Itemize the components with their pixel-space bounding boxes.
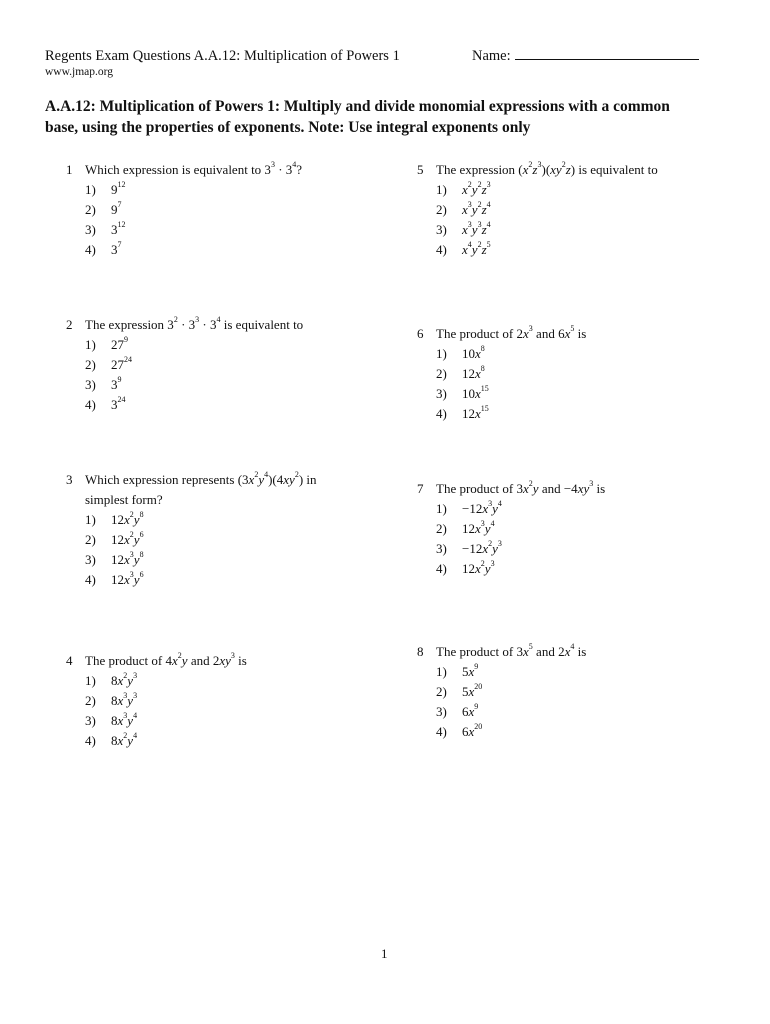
answer-option-1: 1) $x^2y^2z^3$ bbox=[436, 179, 491, 197]
topic-title-line-2: base, using the properties of exponents. Note: Use integral exponents only bbox=[45, 119, 531, 136]
question-number: 7 bbox=[417, 481, 424, 496]
answer-option-3: 3) $8x^3y^4$ bbox=[85, 710, 138, 728]
question-number: 2 bbox=[66, 317, 73, 332]
topic-title-line-1: A.A.12: Multiplication of Powers 1: Multiply and divide monomial expressions with a common bbox=[45, 98, 670, 115]
answer-option-4: 4) $6x^{20}$ bbox=[436, 721, 483, 739]
question-8 bbox=[417, 642, 586, 742]
answer-option-3: 3) $3^{12}$ bbox=[85, 219, 126, 237]
answer-option-4: 4) $3^7$ bbox=[85, 239, 122, 257]
answer-option-4: 4) $8x^2y^4$ bbox=[85, 730, 138, 748]
answer-option-2: 2) $x^3y^2z^4$ bbox=[436, 199, 491, 217]
answer-option-3: 3) $x^3y^3z^4$ bbox=[436, 219, 491, 237]
answer-option-3: 3) $-12x^2y^3$ bbox=[436, 538, 502, 556]
question-stem-line-2: simplest form? bbox=[85, 492, 163, 507]
question-stem: 2 The expression $3^2 \cdot 3^3 \cdot 3^4$ is equivalent to bbox=[66, 315, 303, 335]
answer-option-1: 1) $12x^2y^8$ bbox=[85, 509, 144, 527]
website-url: www.jmap.org bbox=[45, 66, 114, 78]
topic-title bbox=[45, 96, 735, 138]
answer-option-2: 2) $12x^2y^6$ bbox=[85, 529, 144, 547]
question-stem: 5 The expression $(x^2z^3)(xy^2z)$ is equivalent to bbox=[417, 160, 658, 180]
answer-option-2: 2) $27^{24}$ bbox=[85, 354, 132, 372]
answer-option-4: 4) $12x^3y^6$ bbox=[85, 569, 144, 587]
question-1 bbox=[66, 160, 302, 260]
answer-option-4: 4) $3^{24}$ bbox=[85, 394, 126, 412]
question-stem: 1 Which expression is equivalent to $3^3 \cdot 3^4$? bbox=[66, 160, 302, 180]
answer-option-2: 2) $5x^{20}$ bbox=[436, 681, 483, 699]
question-5 bbox=[417, 160, 658, 260]
question-stem: 7 The product of $3x^2y$ and $-4xy^3$ is bbox=[417, 479, 605, 499]
answer-option-3: 3) $3^9$ bbox=[85, 374, 122, 392]
answer-option-2: 2) $8x^3y^3$ bbox=[85, 690, 138, 708]
name-blank-line bbox=[515, 48, 699, 60]
answer-option-2: 2) $12x^8$ bbox=[436, 363, 485, 381]
answer-option-1: 1) $9^{12}$ bbox=[85, 179, 126, 197]
question-2 bbox=[66, 315, 303, 415]
page-header-title: Regents Exam Questions A.A.12: Multiplication of Powers 1 bbox=[45, 48, 400, 64]
question-stem: 3 Which expression represents $(3x^2y^4)(4xy^2)$ in bbox=[66, 470, 317, 490]
question-number: 3 bbox=[66, 472, 73, 487]
answer-option-1: 1) $10x^8$ bbox=[436, 343, 485, 361]
page-number: 1 bbox=[381, 946, 388, 961]
answer-option-4: 4) $12x^2y^3$ bbox=[436, 558, 495, 576]
answer-option-1: 1) $5x^9$ bbox=[436, 661, 479, 679]
question-7 bbox=[417, 479, 605, 579]
name-field bbox=[472, 48, 699, 65]
answer-option-3: 3) $10x^{15}$ bbox=[436, 383, 489, 401]
question-number: 8 bbox=[417, 644, 424, 659]
question-3 bbox=[66, 470, 317, 590]
question-4 bbox=[66, 651, 247, 751]
question-number: 6 bbox=[417, 326, 424, 341]
answer-option-3: 3) $12x^3y^8$ bbox=[85, 549, 144, 567]
question-stem: 6 The product of $2x^3$ and $6x^5$ is bbox=[417, 324, 586, 344]
question-stem: 4 The product of $4x^2y$ and $2xy^3$ is bbox=[66, 651, 247, 671]
answer-option-3: 3) $6x^9$ bbox=[436, 701, 479, 719]
answer-option-4: 4) $x^4y^2z^5$ bbox=[436, 239, 491, 257]
question-number: 1 bbox=[66, 162, 73, 177]
answer-option-1: 1) $8x^2y^3$ bbox=[85, 670, 138, 688]
answer-option-4: 4) $12x^{15}$ bbox=[436, 403, 489, 421]
answer-option-2: 2) $9^7$ bbox=[85, 199, 122, 217]
question-number: 5 bbox=[417, 162, 424, 177]
question-stem: 8 The product of $3x^5$ and $2x^4$ is bbox=[417, 642, 586, 662]
name-label: Name: bbox=[472, 48, 511, 64]
answer-option-1: 1) $-12x^3y^4$ bbox=[436, 498, 502, 516]
answer-option-1: 1) $27^9$ bbox=[85, 334, 128, 352]
answer-option-2: 2) $12x^3y^4$ bbox=[436, 518, 495, 536]
question-number: 4 bbox=[66, 653, 73, 668]
question-6 bbox=[417, 324, 586, 424]
